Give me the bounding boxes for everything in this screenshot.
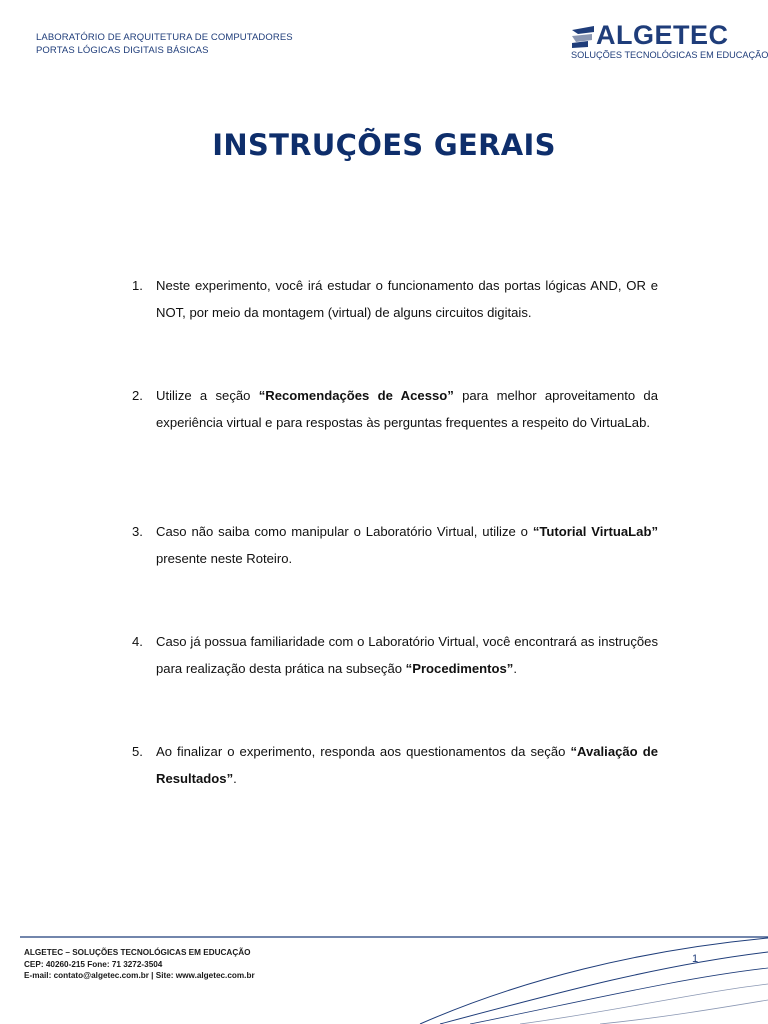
footer-contact-phone: CEP: 40260-215 Fone: 71 3272-3504 (24, 959, 163, 969)
logo-mark-icon (570, 26, 596, 48)
instruction-text-segment: Utilize a seção (156, 388, 259, 403)
instruction-text-segment: Neste experimento, você irá estudar o funcionamento das portas lógicas AND, OR e NOT, por meio da montagem (virtual) de alguns circuitos digitais. (156, 278, 658, 320)
instruction-emphasis: “Avaliação de Resultados” (156, 744, 658, 786)
footer-contact-email: E-mail: contato@algetec.com.br | Site: www.algetec.com.br (24, 971, 255, 980)
header-lab-name: LABORATÓRIO DE ARQUITETURA DE COMPUTADORES (36, 32, 293, 43)
instruction-text (156, 518, 658, 572)
header-subject: PORTAS LÓGICAS DIGITAIS BÁSICAS (36, 45, 209, 56)
page-title: INSTRUÇÕES GERAIS (212, 128, 556, 162)
page-number: 1 (692, 953, 699, 965)
instruction-text (156, 738, 658, 792)
instruction-text-segment: para melhor aproveitamento da experiência virtual e para respostas às perguntas frequentes a respeito do VirtuaLab. (156, 388, 658, 430)
instruction-text-segment: Caso não saiba como manipular o Laboratório Virtual, utilize o (156, 524, 533, 539)
document-footer (24, 947, 255, 982)
instruction-text-segment: Caso já possua familiaridade com o Laboratório Virtual, você encontrará as instruções para realização desta prática na subseção (156, 634, 658, 676)
logo-wordmark: ALGETEC (596, 20, 729, 50)
footer-company: ALGETEC – SOLUÇÕES TECNOLÓGICAS EM EDUCAÇÃO (24, 948, 251, 957)
algetec-logo (570, 20, 768, 66)
instruction-number: 5. (132, 744, 143, 759)
instruction-emphasis: “Recomendações de Acesso” (258, 388, 454, 403)
instruction-emphasis: “Procedimentos” (405, 661, 514, 676)
instruction-number: 2. (132, 388, 143, 403)
instruction-number: 3. (132, 524, 143, 539)
instruction-text-segment: . (233, 771, 237, 786)
document-header (36, 31, 293, 57)
instruction-number: 4. (132, 634, 143, 649)
instruction-emphasis: “Tutorial VirtuaLab” (532, 524, 658, 539)
instruction-text (156, 272, 658, 326)
instruction-text-segment: . (513, 661, 517, 676)
logo-tagline: SOLUÇÕES TECNOLÓGICAS EM EDUCAÇÃO (571, 50, 768, 60)
instruction-text-segment: presente neste Roteiro. (156, 551, 293, 566)
instruction-text-segment: Ao finalizar o experimento, responda aos questionamentos da seção (156, 744, 571, 759)
instruction-text (156, 382, 658, 436)
instruction-number: 1. (132, 278, 143, 293)
instruction-text (156, 628, 658, 682)
